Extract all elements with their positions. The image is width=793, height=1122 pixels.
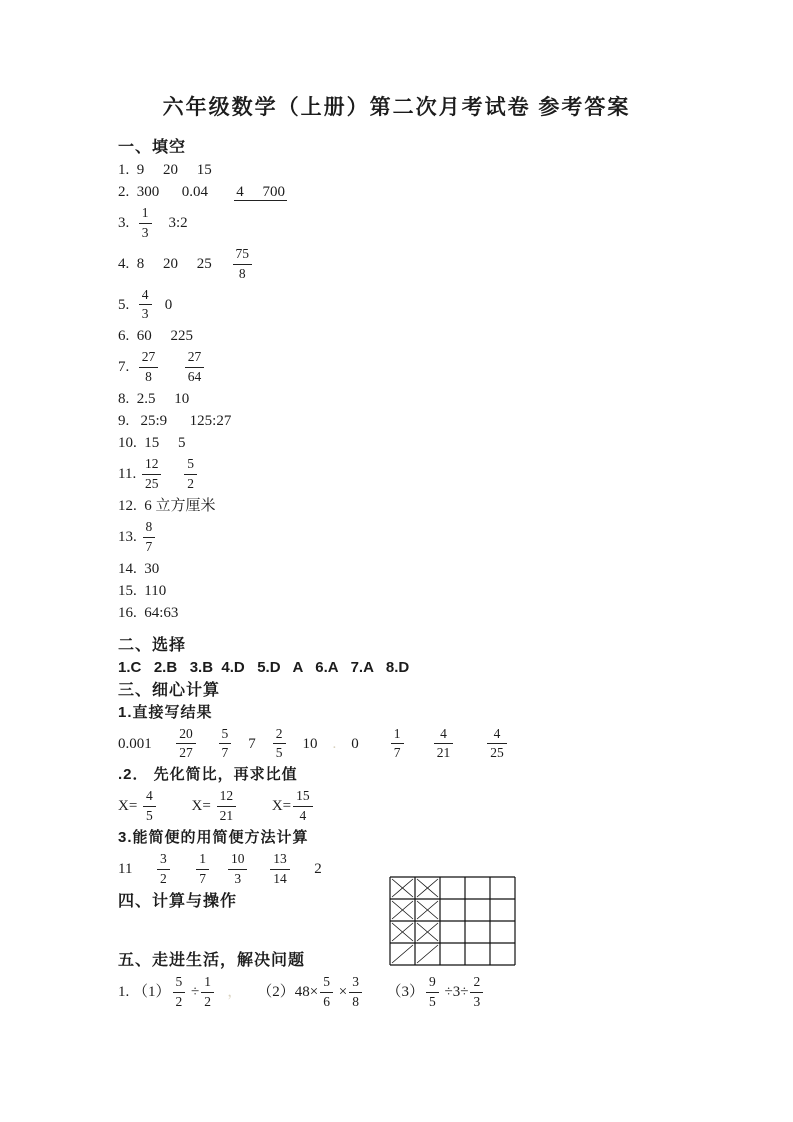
fill-answer-line-16 — [118, 602, 763, 624]
text-run: ÷ — [187, 983, 200, 1000]
fraction: $\frac{2}{3}$ — [470, 974, 483, 1011]
calc-sub1-answer-line — [118, 724, 763, 765]
text-run: 9. 25:9 125:27 — [118, 413, 232, 429]
text-run — [249, 861, 268, 877]
fraction: $\frac{1}{3}$ — [139, 205, 152, 242]
fraction: $\frac{5}{6}$ — [320, 974, 333, 1011]
text-run: 12. 6 立方厘米 — [118, 497, 216, 514]
text-run: 3:2 — [153, 214, 188, 231]
fraction: $\frac{4}{3}$ — [139, 287, 152, 324]
fraction: $\frac{8}{7}$ — [143, 519, 156, 556]
fraction: $\frac{1}{2}$ — [201, 974, 214, 1011]
text-run: × — [334, 983, 348, 1000]
text-run — [211, 861, 226, 877]
text-run: 7. — [118, 359, 137, 376]
fill-answer-line-10 — [118, 432, 763, 454]
text-run: 6. 60 225 — [118, 328, 193, 345]
text-run: 10. 15 5 — [118, 435, 186, 451]
text-run — [406, 735, 432, 751]
section-life-heading: 五、走进生活，解决问题 — [118, 951, 306, 969]
fraction: $\frac{10}{3}$ — [228, 851, 248, 888]
text-run — [198, 735, 217, 751]
text-run: 4. 8 20 25 — [118, 255, 231, 272]
text-run: ÷3÷ — [440, 983, 469, 1000]
fraction: $\frac{27}{8}$ — [139, 349, 159, 386]
fraction: $\frac{4}{25}$ — [487, 726, 507, 763]
fraction: $\frac{4}{5}$ — [143, 788, 156, 825]
fraction: $\frac{13}{14}$ — [270, 851, 290, 888]
underlined-answer: 4 700 — [236, 184, 285, 200]
text-run — [172, 861, 195, 877]
text-run: 3. — [118, 214, 137, 231]
text-run — [160, 359, 183, 375]
fill-answer-line-9 — [118, 410, 763, 432]
text-run: 1. （1） — [118, 983, 171, 1000]
text-run: 8. 2.5 10 — [118, 391, 190, 407]
fill-answer-line-7 — [118, 347, 763, 388]
fraction: $\frac{15}{4}$ — [293, 788, 313, 825]
section-operate-heading: 四、计算与操作 — [118, 892, 238, 910]
fraction: $\frac{5}{2}$ — [173, 974, 186, 1011]
text-run: 11. — [118, 465, 140, 482]
fraction: $\frac{12}{21}$ — [217, 788, 237, 825]
fill-answer-line-6 — [118, 325, 763, 347]
fraction: $\frac{4}{21}$ — [434, 726, 454, 763]
fill-answer-line-11 — [118, 454, 763, 495]
fraction: $\frac{75}{8}$ — [233, 246, 253, 283]
text-run: X= — [118, 798, 142, 815]
faint-mark: . — [332, 735, 337, 752]
text-run: 14. 30 — [118, 560, 160, 577]
text-run — [163, 466, 182, 482]
calc-sub2-heading: .2． 先化简比，再求比值 — [118, 766, 298, 784]
fraction: $\frac{2}{5}$ — [273, 726, 286, 763]
text-run — [455, 735, 485, 751]
fill-answer-line-15 — [118, 580, 763, 602]
fraction: $\frac{27}{64}$ — [185, 349, 205, 386]
fraction: $\frac{5}{2}$ — [184, 456, 197, 493]
fill-answer-line-5 — [118, 285, 763, 326]
text-run: 16. 64:63 — [118, 604, 179, 621]
section-choice-heading: 二、选择 — [118, 636, 187, 654]
fraction: $\frac{5}{7}$ — [219, 726, 232, 763]
text-run: 0 — [336, 735, 389, 752]
text-run: 7 — [233, 735, 271, 752]
fill-answer-line-1 — [118, 159, 763, 181]
text-run: 15. 110 — [118, 582, 167, 599]
life-answer-line — [118, 972, 763, 1013]
fraction: $\frac{20}{27}$ — [176, 726, 196, 763]
fraction: $\frac{9}{5}$ — [426, 974, 439, 1011]
operation-grid — [389, 876, 516, 966]
text-run: 2. 300 0.04 — [118, 184, 235, 200]
page-title: 六年级数学（上册）第二次月考试卷 参考答案 — [162, 96, 631, 119]
text-run: 2 — [291, 860, 322, 877]
text-run: （2）48× — [242, 983, 319, 1000]
choice-answers-line: 1.C 2.B 3.B 4.D 5.D A 6.A 7.A 8.D — [118, 658, 410, 676]
calc-sub2-answer-line — [118, 786, 763, 827]
fraction: $\frac{1}{7}$ — [196, 851, 209, 888]
fill-answer-line-13 — [118, 517, 763, 558]
text-run: 0 — [153, 296, 173, 313]
faint-mark: ， — [227, 983, 243, 1000]
text-run: 0.001 — [118, 735, 175, 752]
section-fill-heading: 一、填空 — [118, 139, 187, 156]
calc-sub1-heading: 1.直接写结果 — [118, 703, 213, 721]
text-run: X= — [157, 798, 215, 815]
fill-answer-line-14 — [118, 558, 763, 580]
fill-answer-line-12 — [118, 495, 763, 517]
fill-answer-line-2 — [118, 181, 763, 203]
fill-answer-line-4 — [118, 244, 763, 285]
fraction: $\frac{3}{8}$ — [349, 974, 362, 1011]
calc-sub3-heading: 3.能简便的用简便方法计算 — [118, 829, 309, 846]
text-run: 13. — [118, 528, 141, 545]
text-run: （3） — [363, 983, 424, 1000]
fraction: $\frac{12}{25}$ — [142, 456, 162, 493]
section-calc-heading: 三、细心计算 — [118, 681, 221, 699]
text-run: X= — [238, 798, 292, 815]
fraction: $\frac{1}{7}$ — [391, 726, 404, 763]
fill-answer-line-3 — [118, 203, 763, 244]
text-run: 1. 9 20 15 — [118, 162, 212, 178]
text-run — [216, 984, 227, 1000]
text-run: 11 — [118, 860, 155, 877]
fraction: $\frac{3}{2}$ — [157, 851, 170, 888]
text-run: 5. — [118, 296, 137, 313]
text-run: 10 — [287, 735, 333, 752]
fill-answer-line-8 — [118, 388, 763, 410]
